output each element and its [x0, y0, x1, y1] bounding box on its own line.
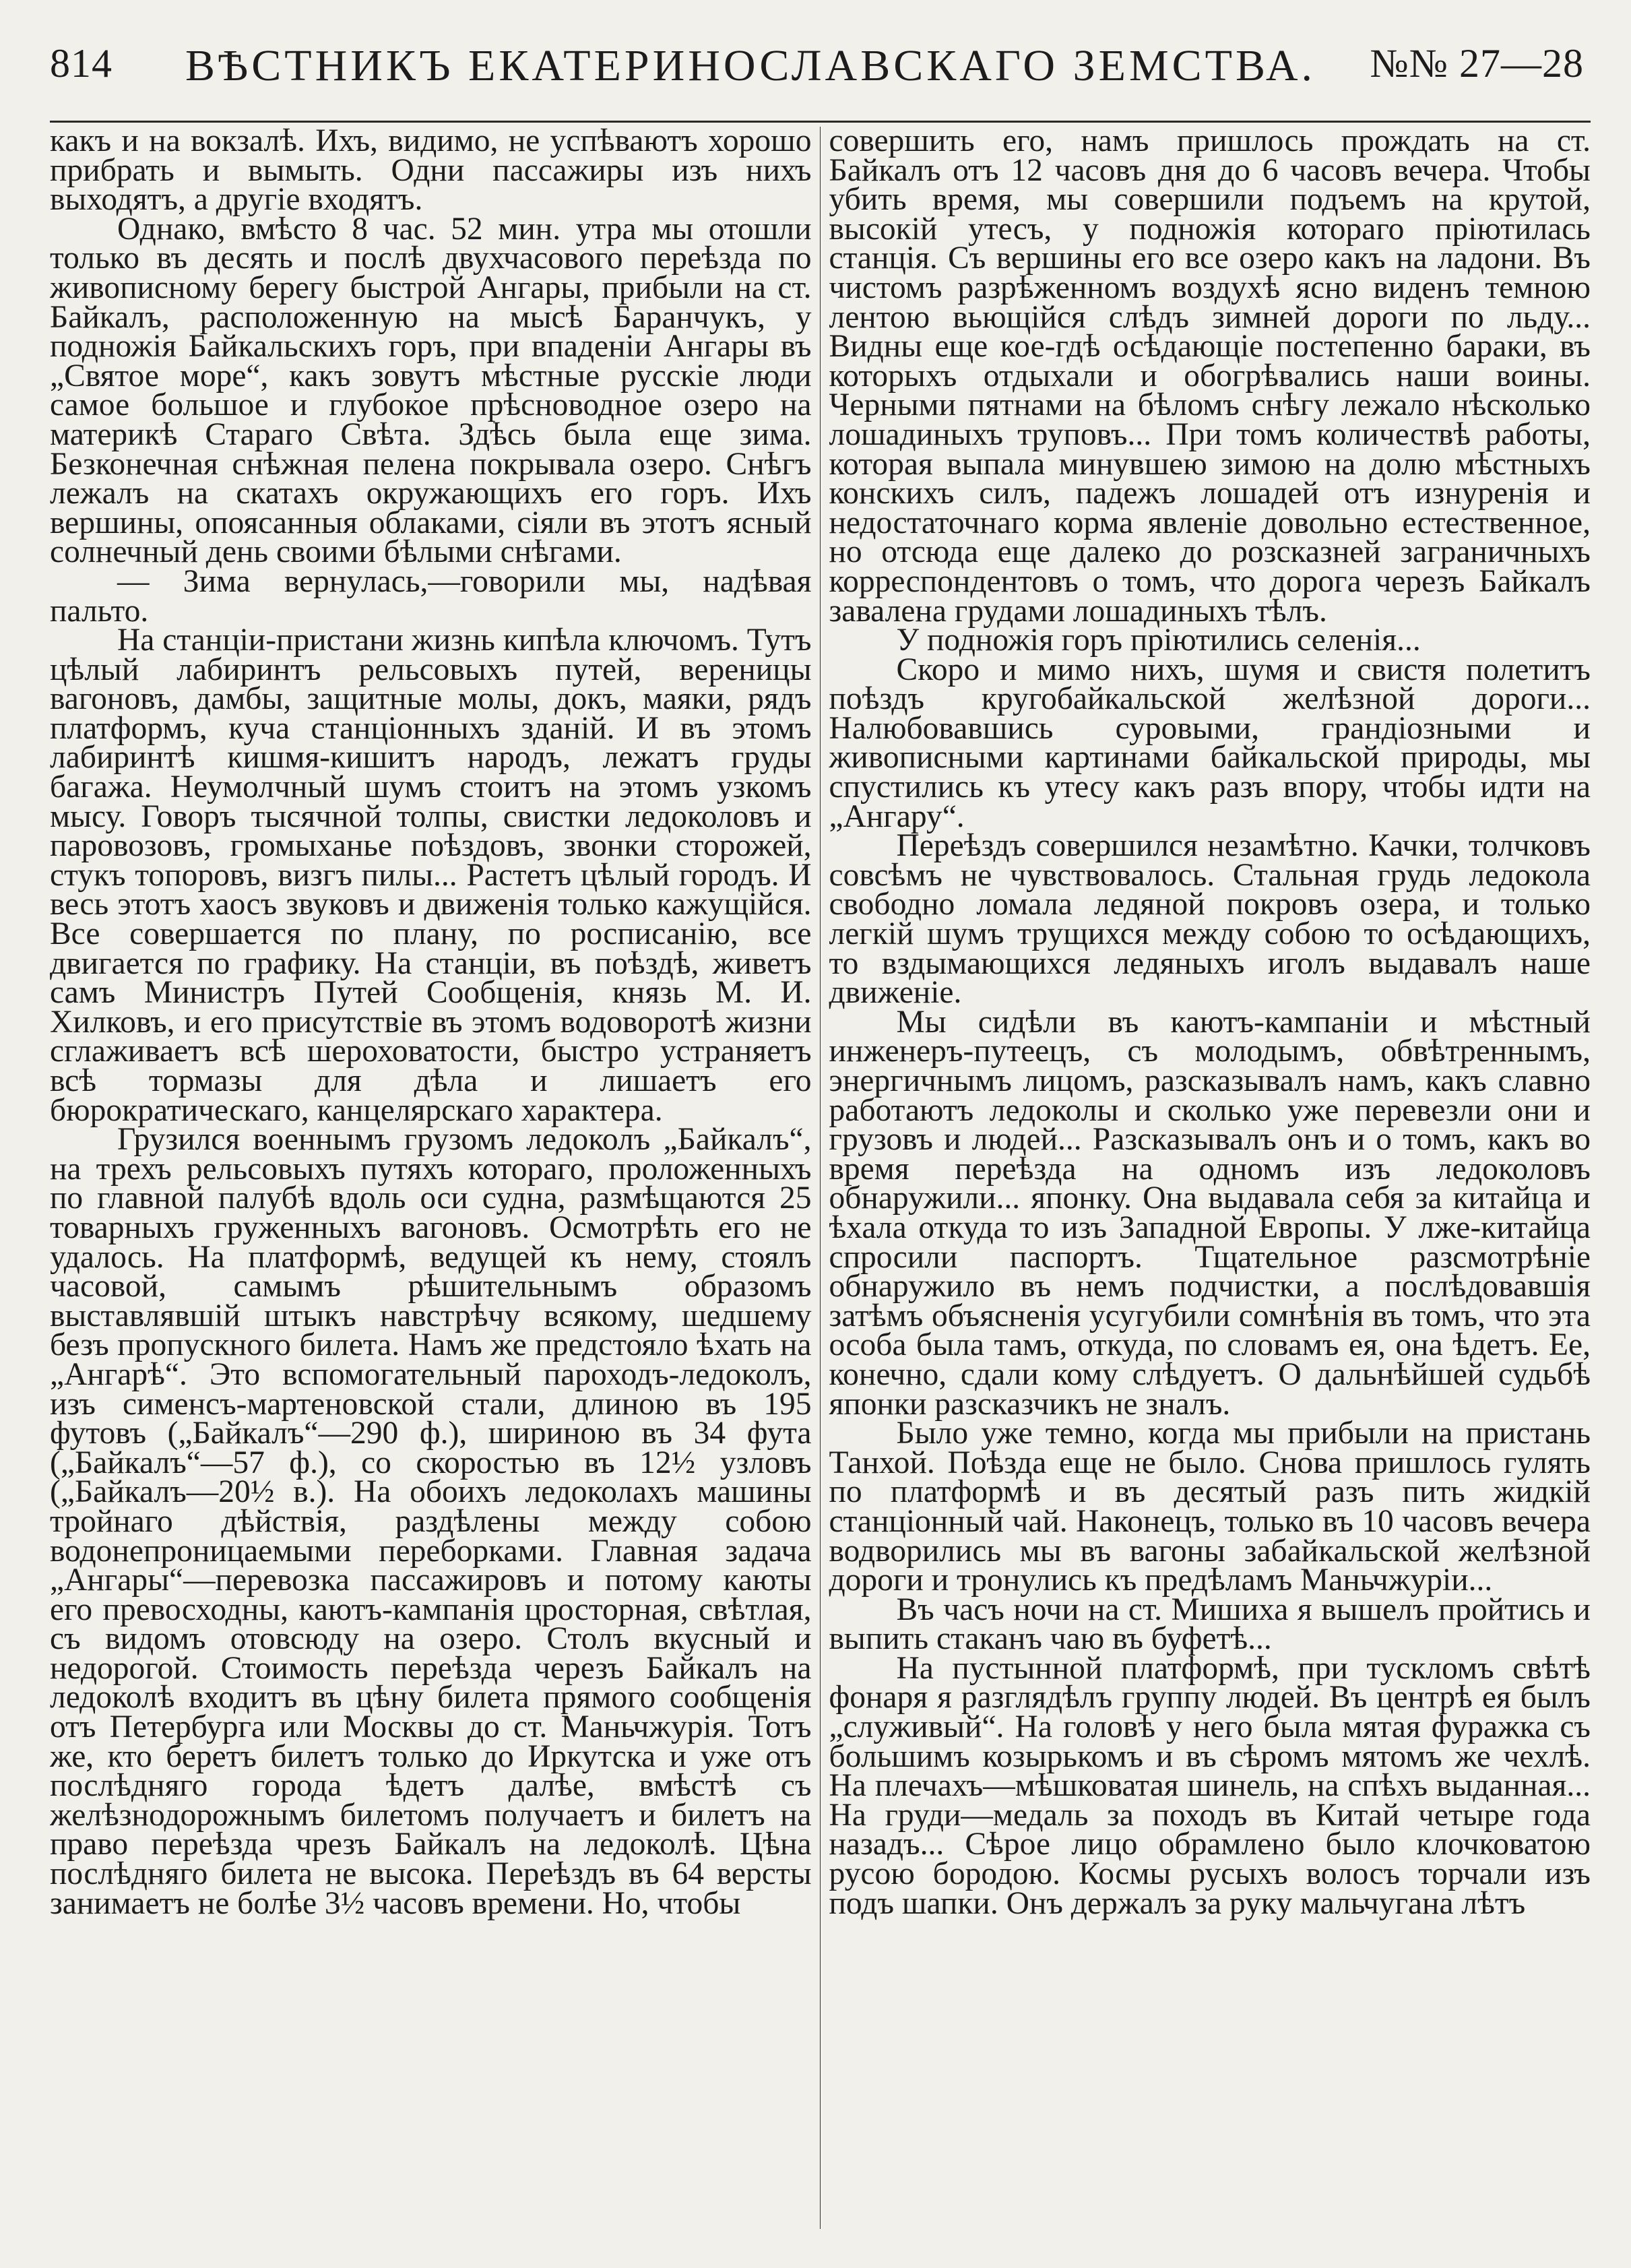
- paragraph: совершить его, намъ пришлось прождать на ст. Байкалъ отъ 12 часовъ дня до 6 часовъ вечера. Чтобы убить время, мы совершили подъемъ на крутой, высокій утесъ, у подножія котораго пріютилась станція. Съ вершины его все озеро какъ на ладони. Въ чистомъ разрѣженномъ воздухѣ ясно виденъ темною лентою вьющійся слѣдъ зимней дороги по льду... Видны еще кое-гдѣ осѣдающіе постепенно бараки, въ которыхъ отдыхали и обогрѣвались наши воины. Черными пятнами на бѣломъ снѣгу лежало нѣсколько лошадиныхъ труповъ... При томъ количествѣ работы, которая выпала минувшею зимою на долю мѣстныхъ конскихъ силъ, падежъ лошадей отъ изнуренія и недостаточнаго корма явленіе довольно естественное, но отсюда еще далеко до розсказней заграничныхъ корреспондентовъ о томъ, что дорога черезъ Байкалъ завалена грудами лошадиныхъ тѣлъ.: [829, 127, 1591, 629]
- paragraph: На станціи-пристани жизнь кипѣла ключомъ. Тутъ цѣлый лабиринтъ рельсовыхъ путей, вереницы вагоновъ, дамбы, защитные молы, докъ, маяки, рядъ платформъ, куча станціонныхъ зданій. И въ этомъ лабиринтѣ кишмя-кишитъ народъ, лежатъ груды багажа. Неумолчный шумъ стоитъ на этомъ узкомъ мысу. Говоръ тысячной толпы, свистки ледоколовъ и паровозовъ, громыханье поѣздовъ, звонки сторожей, стукъ топоровъ, визгъ пилы... Растетъ цѣлый городъ. И весь этотъ хаосъ звуковъ и движенія только кажущійся. Все совершается по плану, по росписанію, все двигается по графику. На станціи, въ поѣздѣ, живетъ самъ Министръ Путей Сообщенія, князь М. И. Хилковъ, и его присутствіе въ этомъ водоворотѣ жизни сглаживаетъ всѣ шероховатости, быстро устраняетъ всѣ тормазы для дѣла и лишаетъ его бюрократическаго, канцелярскаго характера.: [50, 623, 812, 1128]
- paragraph: — Зима вернулась,—говорили мы, надѣвая пальто.: [50, 563, 812, 629]
- journal-title: ВѢСТНИКЪ ЕКАТЕРИНОСЛАВСКАГО ЗЕМСТВА.: [185, 41, 1316, 90]
- paragraph: какъ и на вокзалѣ. Ихъ, видимо, не успѣваютъ хорошо прибрать и вымыть. Одни пассажиры изъ нихъ выходятъ, а другіе входятъ.: [50, 127, 812, 218]
- text-columns: [50, 123, 1591, 2229]
- column-divider: [820, 127, 821, 2229]
- paragraph: Переѣздъ совершился незамѣтно. Качки, толчковъ совсѣмъ не чувствовалось. Стальная грудь ледокола свободно ломала ледяной покровъ озера, и только легкій шумъ трущихся между собою то осѣдающихъ, то вздымающихся ледяныхъ иголъ выдавалъ наше движеніе.: [829, 828, 1591, 1011]
- paragraph: Мы сидѣли въ каютъ-кампаніи и мѣстный инженеръ-путеецъ, съ молодымъ, обвѣтреннымъ, энергичнымъ лицомъ, разсказывалъ намъ, какъ славно работаютъ ледоколы и сколько уже перевезли они и грузовъ и людей... Разсказывалъ онъ и о томъ, какъ во время переѣзда на одномъ изъ ледоколовъ обнаружили... японку. Она выдавала себя за китайца и ѣхала откуда то изъ Западной Европы. У лже-китайца спросили паспортъ. Тщательное разсмотрѣніе обнаружило въ немъ подчистки, а послѣдовавшія затѣмъ объясненія усугубили сомнѣнія въ томъ, что эта особа была тамъ, откуда, по словамъ ея, она ѣдетъ. Ее, конечно, сдали кому слѣдуетъ. О дальнѣйшей судьбѣ японки разсказчикъ не зналъ.: [829, 1004, 1591, 1422]
- paragraph: У подножія горъ пріютились селенія...: [896, 623, 1421, 658]
- paragraph: Было уже темно, когда мы прибыли на пристань Танхой. Поѣзда еще не было. Снова пришлось гулять по платформѣ и въ десятый разъ пить жидкій станціонный чай. Наконецъ, только въ 10 часовъ вечера водворились мы въ вагоны забайкальской желѣзной дороги и тронулись къ предѣламъ Маньчжуріи...: [829, 1416, 1591, 1598]
- paragraph: Однако, вмѣсто 8 час. 52 мин. утра мы отошли только въ десять и послѣ двухчасового переѣзда по живописному берегу быстрой Ангары, прибыли на ст. Байкалъ, расположенную на мысѣ Баранчукъ, у подножія Байкальскихъ горъ, при впаденіи Ангары въ „Святое море“, какъ зовутъ мѣстные русскіе люди самое большое и глубокое прѣсноводное озеро на материкѣ Стараго Свѣта. Здѣсь была еще зима. Безконечная снѣжная пелена покрывала озеро. Снѣгъ лежалъ на скатахъ окружающихъ его горъ. Ихъ вершины, опоясанныя облаками, сіяли въ этотъ ясный солнечный день своими бѣлыми снѣгами.: [50, 211, 812, 570]
- running-header: [50, 35, 1591, 123]
- right-column: [829, 127, 1591, 2229]
- page-number: 814: [50, 41, 113, 86]
- paragraph: Скоро и мимо нихъ, шумя и свистя полетитъ поѣздъ кругобайкальской желѣзной дороги... Налюбовавшись суровыми, грандіозными и живописными картинами байкальской природы, мы спустились къ утесу какъ разъ впору, чтобы идти на „Ангару“.: [829, 652, 1591, 834]
- paragraph: Грузился военнымъ грузомъ ледоколъ „Байкалъ“, на трехъ рельсовыхъ путяхъ котораго, проложенныхъ по главной палубѣ вдоль оси судна, размѣщаются 25 товарныхъ груженныхъ вагоновъ. Осмотрѣть его не удалось. На платформѣ, ведущей къ нему, стоялъ часовой, самымъ рѣшительнымъ образомъ выставлявшій штыкъ навстрѣчу всякому, шедшему безъ пропускного билета. Намъ же предстояло ѣхать на „Ангарѣ“. Это вспомогательный пароходъ-ледоколъ, изъ сименсъ-мартеновской стали, длиною въ 195 футовъ („Байкалъ“—290 ф.), шириною въ 34 фута („Байкалъ“—57 ф.), со скоростью въ 12½ узловъ („Байкалъ—20½ в.). На обоихъ ледоколахъ машины тройнаго дѣйствія, раздѣлены между собою водонепроницаемыми переборками. Главная задача „Ангары“—перевозка пассажировъ и потому каюты его превосходны, каютъ-кампанія цросторная, свѣтлая, съ видомъ отовсюду на озеро. Столъ вкусный и недорогой. Стоимость переѣзда черезъ Байкалъ на ледоколѣ входитъ въ цѣну билета прямого сообщенія отъ Петербурга или Москвы до ст. Маньчжурія. Тотъ же, кто беретъ билетъ только до Иркутска и уже отъ послѣдняго города ѣдетъ далѣе, вмѣстѣ съ желѣзнодорожнымъ билетомъ получаетъ и билетъ на право переѣзда чрезъ Байкалъ на ледоколѣ. Цѣна послѣдняго билета не высока. Переѣздъ въ 64 версты занимаетъ не болѣе 3½ часовъ времени. Но, чтобы: [50, 1122, 812, 1921]
- paragraph: На пустынной платформѣ, при тускломъ свѣтѣ фонаря я разглядѣлъ группу людей. Въ центрѣ ея былъ „служивый“. На головѣ у него была мятая фуражка съ большимъ козырькомъ и въ сѣромъ мятомъ же чехлѣ. На плечахъ—мѣшковатая шинель, на спѣхъ выданная... На груди—медаль за походъ въ Китай четыре года назадъ... Сѣрое лицо обрамлено было клочковатою русою бородою. Космы русыхъ волосъ торчали изъ подъ шапки. Онъ держалъ за руку мальчугана лѣтъ: [829, 1650, 1591, 1921]
- paragraph: Въ часъ ночи на ст. Мишиха я вышелъ пройтись и выпить стаканъ чаю въ буфетѣ...: [829, 1592, 1591, 1657]
- issue-number: №№ 27—28: [1370, 41, 1584, 86]
- left-column: [50, 127, 812, 2229]
